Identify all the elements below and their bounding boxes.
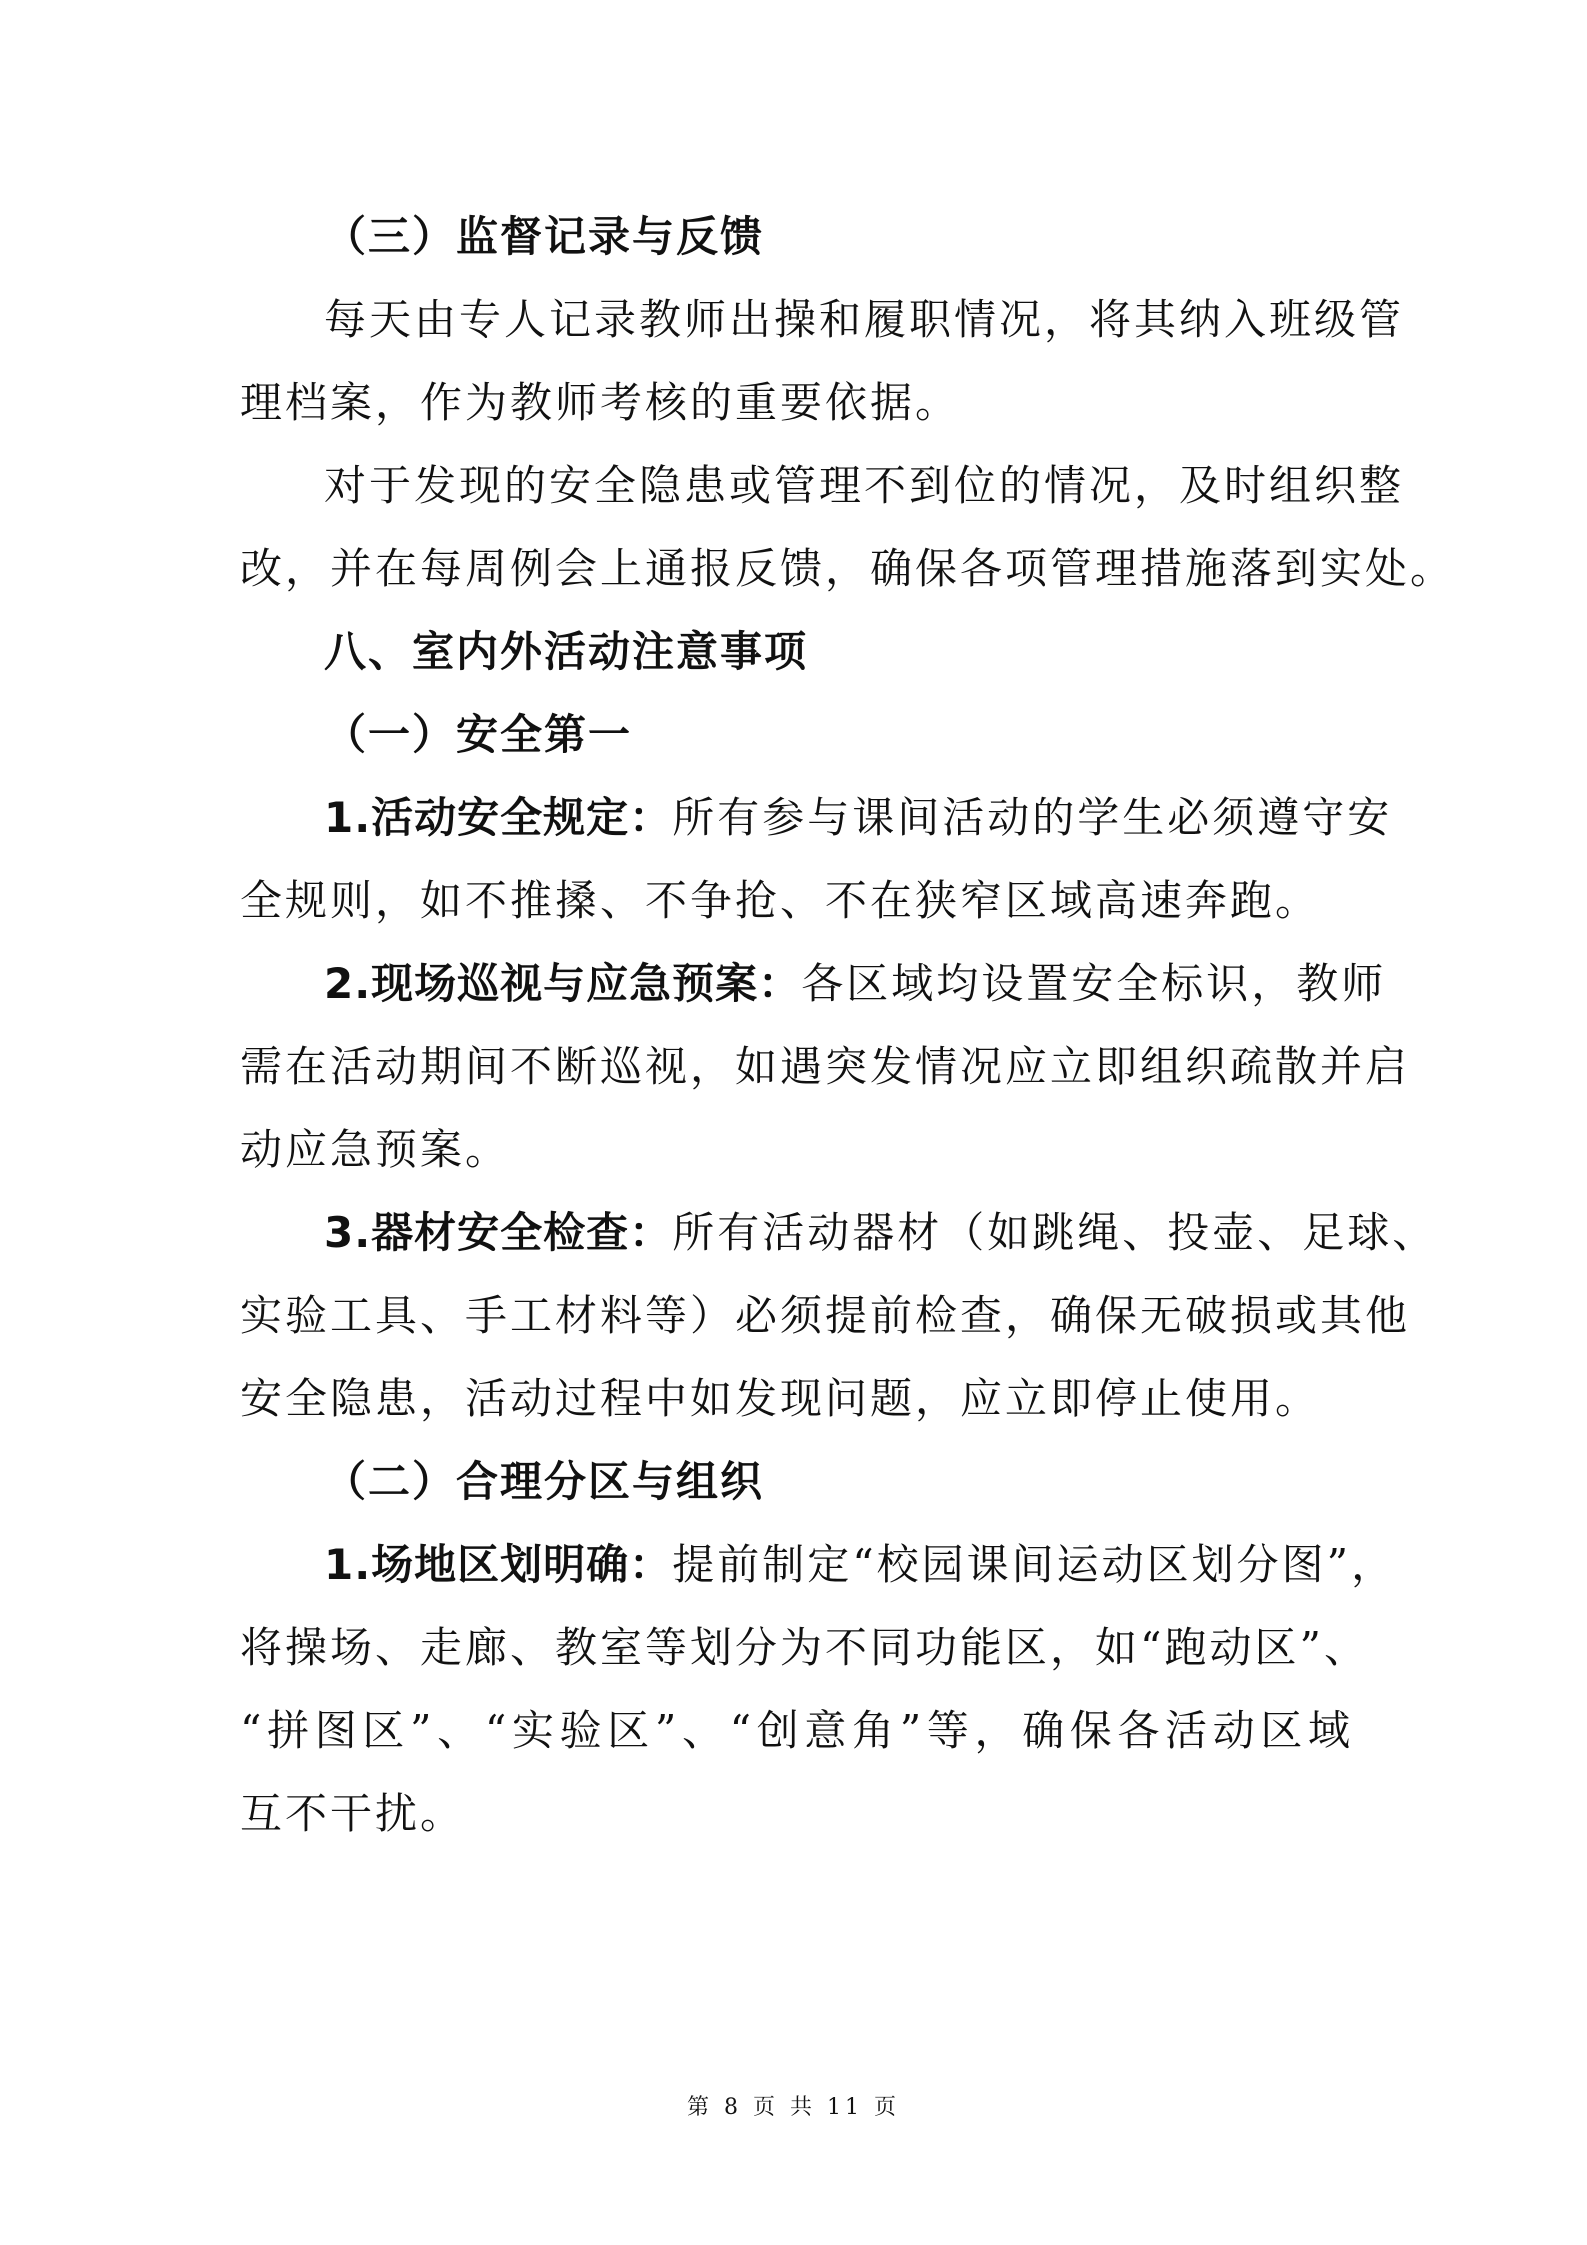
paragraph-line: “拼图区”、“实验区”、“创意角”等，确保各活动区域 (240, 1706, 1353, 1755)
item-lead: 1.场地区划明确： (324, 1540, 673, 1589)
paragraph-line (240, 1523, 1397, 1606)
paragraph-line: 动应急预案。 (240, 1125, 511, 1174)
item-text: 提前制定“校园课间运动区划分图”， (672, 1540, 1397, 1589)
item-text: 所有活动器材（如跳绳、投壶、足球、 (672, 1208, 1438, 1257)
paragraph-line: 实验工具、手工材料等）必须提前检查，确保无破损或其他 (240, 1291, 1411, 1340)
paragraph-line: 理档案，作为教师考核的重要依据。 (240, 378, 961, 427)
section-heading-supervision: （三）监督记录与反馈 (324, 212, 765, 261)
paragraph-line: 对于发现的安全隐患或管理不到位的情况，及时组织整 (324, 461, 1405, 510)
paragraph-line (240, 1191, 1438, 1274)
page-number-footer: 第 8 页 共 11 页 (687, 2095, 900, 2120)
item-lead: 3.器材安全检查： (324, 1208, 673, 1257)
paragraph-line: 需在活动期间不断巡视，如遇突发情况应立即组织疏散并启 (240, 1042, 1411, 1091)
item-lead: 1.活动安全规定： (324, 793, 673, 842)
section-heading-activities: 八、室内外活动注意事项 (324, 627, 809, 676)
paragraph-line: 安全隐患，活动过程中如发现问题，应立即停止使用。 (240, 1374, 1321, 1423)
subsection-heading-zoning: （二）合理分区与组织 (324, 1457, 765, 1506)
item-text: 所有参与课间活动的学生必须遵守安 (672, 793, 1393, 842)
paragraph-line: 改，并在每周例会上通报反馈，确保各项管理措施落到实处。 (240, 544, 1456, 593)
paragraph-line (240, 776, 1393, 859)
document-body (240, 195, 1456, 1855)
paragraph-line: 每天由专人记录教师出操和履职情况，将其纳入班级管 (324, 295, 1405, 344)
item-lead: 2.现场巡视与应急预案： (324, 959, 802, 1008)
paragraph-line (240, 942, 1387, 1025)
item-text: 各区域均设置安全标识，教师 (801, 959, 1387, 1008)
paragraph-line: 将操场、走廊、教室等划分为不同功能区，如“跑动区”、 (240, 1623, 1369, 1672)
paragraph-line: 互不干扰。 (240, 1789, 466, 1838)
paragraph-line: 全规则，如不推搡、不争抢、不在狭窄区域高速奔跑。 (240, 876, 1321, 925)
subsection-heading-safety: （一）安全第一 (324, 710, 633, 759)
